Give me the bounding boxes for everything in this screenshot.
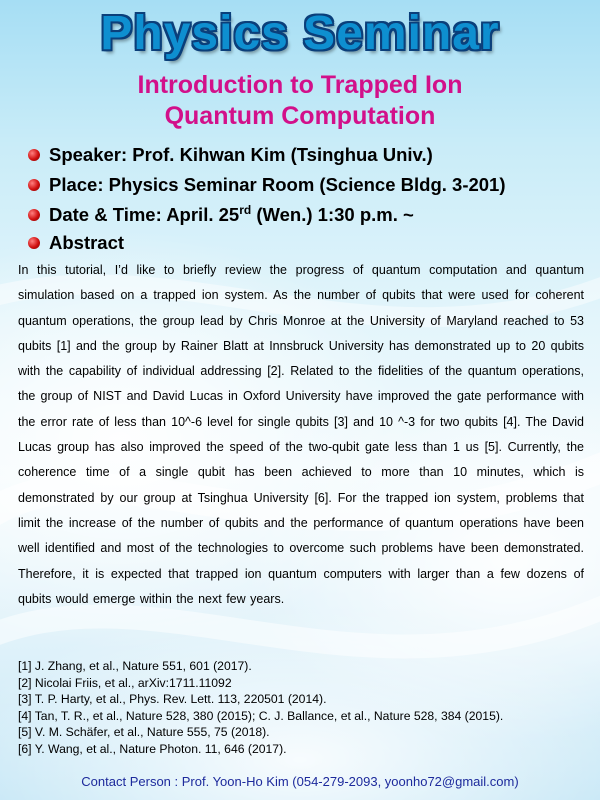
bullet-icon: [28, 237, 40, 249]
reference-item: [6] Y. Wang, et al., Nature Photon. 11, 646 (2017).: [18, 741, 287, 756]
abstract-text: In this tutorial, I’d like to briefly review the progress of quantum computation and quantum simulation based on a trapped ion system. As the number of qubits that were used for coherent quantum operations, the group lead by Chris Monroe at the University of Maryland reached to 53 qubits [1] and the group by Rainer Blatt at Innsbruck University has demonstrated up to 20 qubits with the capability of individual addressing [2]. Related to the fidelities of the quantum operations, the group of NIST and David Lucas in Oxford University have improved the gate performance with the error rate of less than 10^-6 level for single qubits [3] and 10 ^-3 for two qubits [4]. The David Lucas group has also improved the speed of the two-qubit gate less than 1 us [5]. Currently, the coherence time of a single qubit has been achieved to more than 10 minutes, which is demonstrated by our group at Tsinghua University [6]. For the trapped ion system, problems that limit the increase of the number of qubits and the performance of quantum operations have been well identified and most of the technologies to overcome such problems have been demonstrated. Therefore, it is expected that trapped ion quantum computers with larger than a few dozens of qubits would emerge within the next few years.: [18, 263, 584, 606]
datetime-row: [28, 203, 414, 226]
reference-list: [18, 658, 503, 758]
datetime-ordinal: rd: [239, 203, 252, 217]
reference-item: [2] Nicolai Friis, et al., arXiv:1711.11092: [18, 675, 232, 690]
bullet-icon: [28, 149, 40, 161]
talk-title-line-2: Quantum Computation: [164, 102, 436, 130]
talk-title-line-1: Introduction to Trapped Ion: [137, 71, 463, 99]
bullet-icon: [28, 179, 40, 191]
datetime-suffix: (Wen.) 1:30 p.m. ~: [251, 204, 414, 226]
reference-item: [4] Tan, T. R., et al., Nature 528, 380 (2015); C. J. Ballance, et al., Nature 528, 384 (2015).: [18, 708, 504, 723]
abstract-heading-row: [28, 232, 124, 254]
datetime-text: [49, 203, 414, 226]
reference-item: [5] V. M. Schäfer, et al., Nature 555, 75 (2018).: [18, 725, 270, 740]
speaker-text: Speaker: Prof. Kihwan Kim (Tsinghua Univ.): [49, 144, 433, 165]
speaker-row: [28, 144, 433, 166]
place-row: [28, 174, 506, 196]
reference-item: [1] J. Zhang, et al., Nature 551, 601 (2017).: [18, 659, 252, 673]
page-title: Physics Seminar: [100, 7, 500, 60]
datetime-prefix: Date & Time: April. 25: [49, 204, 240, 226]
abstract-heading: Abstract: [49, 232, 125, 253]
place-text: Place: Physics Seminar Room (Science Bldg. 3-201): [49, 174, 506, 195]
contact-person: Contact Person : Prof. Yoon-Ho Kim (054-279-2093, yoonho72@gmail.com): [81, 774, 519, 789]
reference-item: [3] T. P. Harty, et al., Phys. Rev. Lett. 113, 220501 (2014).: [18, 692, 327, 707]
bullet-icon: [28, 209, 40, 221]
